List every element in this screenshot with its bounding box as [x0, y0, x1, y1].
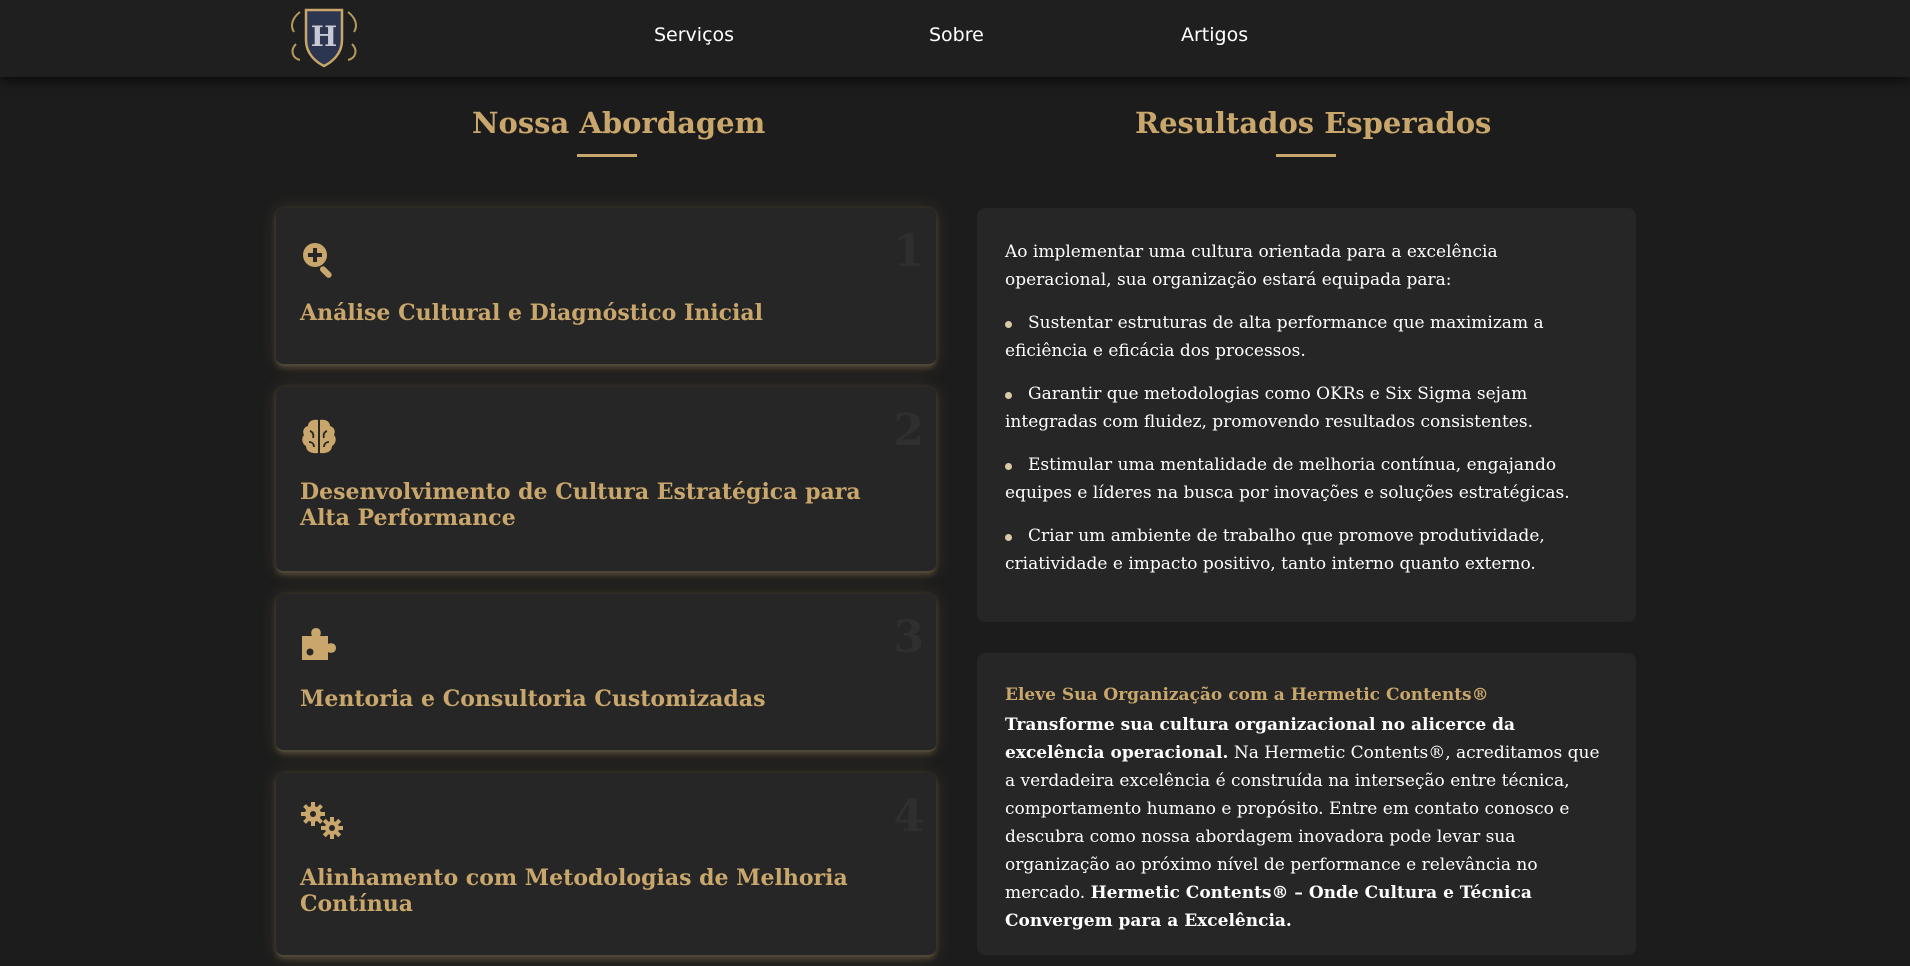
- nav-servicos[interactable]: Serviços: [654, 24, 735, 46]
- card-title: Alinhamento com Metodologias de Melhoria Contínua: [300, 865, 848, 917]
- cta-bold-lead: Transforme sua cultura organizacional no alicerce da excelência operacional.: [1005, 715, 1516, 763]
- list-item: Estimular uma mentalidade de melhoria contínua, engajando equipes e líderes na busca por inovações e soluções estratégicas.: [1005, 451, 1608, 507]
- magnify-plus-icon: [300, 240, 338, 278]
- approach-card-4[interactable]: [276, 773, 936, 957]
- card-number: 3: [893, 612, 924, 663]
- list-item: Garantir que metodologias como OKRs e Six Sigma sejam integradas com fluidez, promovendo resultados consistentes.: [1005, 380, 1608, 436]
- results-list: [1005, 309, 1608, 578]
- puzzle-icon: [300, 624, 338, 662]
- results-title-underline: [1276, 154, 1336, 157]
- approach-card-1[interactable]: [276, 208, 936, 366]
- approach-card-2[interactable]: [276, 387, 936, 573]
- approach-title: Nossa Abordagem: [472, 106, 766, 140]
- nav-artigos[interactable]: Artigos: [1181, 24, 1249, 46]
- cta-panel: [977, 653, 1636, 955]
- cta-title: Eleve Sua Organização com a Hermetic Contents®: [1005, 685, 1489, 705]
- cta-text: [1005, 711, 1608, 935]
- nav-sobre[interactable]: Sobre: [929, 24, 984, 46]
- cta-body: Na Hermetic Contents®, acreditamos que a verdadeira excelência é construída na interseção entre técnica, comportamento humano e propósito. Entre em contato conosco e descubra como nossa abordagem inovadora pode levar sua organização ao próximo nível de performance e relevância no mercado.: [1005, 743, 1600, 903]
- list-item: Criar um ambiente de trabalho que promove produtividade, criatividade e impacto positivo, tanto interno quanto externo.: [1005, 522, 1608, 578]
- results-title: Resultados Esperados: [1135, 106, 1492, 140]
- card-number: 2: [893, 405, 924, 456]
- list-item: Sustentar estruturas de alta performance que maximizam a eficiência e eficácia dos processos.: [1005, 309, 1608, 365]
- card-title: Desenvolvimento de Cultura Estratégica para Alta Performance: [300, 479, 861, 531]
- results-panel: [977, 208, 1636, 622]
- gears-icon: [300, 801, 346, 841]
- card-title: Análise Cultural e Diagnóstico Inicial: [300, 300, 763, 326]
- card-title: Mentoria e Consultoria Customizadas: [300, 686, 766, 712]
- shield-logo-icon: [286, 4, 362, 70]
- card-number: 4: [893, 791, 924, 842]
- results-intro: Ao implementar uma cultura orientada para a excelência operacional, sua organização estará equipada para:: [1005, 242, 1498, 290]
- card-number: 1: [893, 226, 924, 277]
- brain-icon: [300, 417, 338, 455]
- site-header: [0, 0, 1910, 77]
- cta-bold-tail: Hermetic Contents® – Onde Cultura e Técnica Convergem para a Excelência.: [1005, 883, 1532, 931]
- approach-card-3[interactable]: [276, 594, 936, 752]
- approach-title-underline: [577, 154, 637, 157]
- logo-letter: H: [310, 20, 338, 53]
- logo[interactable]: [286, 4, 362, 70]
